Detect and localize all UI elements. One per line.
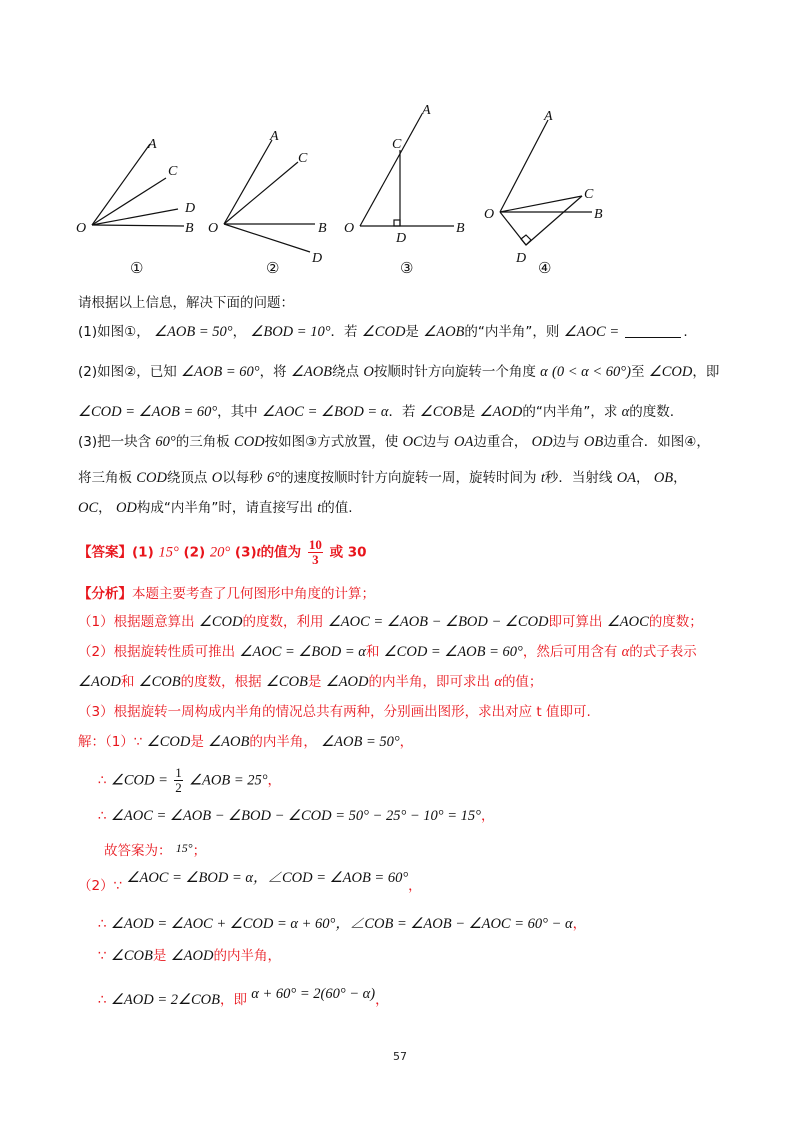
- half-fraction: $\frac{1}{2}$: [175, 765, 182, 795]
- fig3-label-B: B: [456, 221, 465, 236]
- fig2-label-A: A: [270, 129, 279, 144]
- figures-row: [60, 100, 620, 285]
- answer-line: 【答案】(1) 15° (2) 20° (3)t的值为 $\frac{10}{3}$ 或 30: [78, 537, 367, 567]
- question-3-line-3: OC， OD构成“内半角”时，请直接写出 t的值.: [78, 500, 353, 516]
- question-2-line-2: ∠COD = ∠AOB = 60°，其中 ∠AOC = ∠BOD = α．若 ∠COB是 ∠AOD的“内半角”，求 α的度数.: [78, 404, 675, 420]
- fig3-label-C: C: [392, 137, 402, 152]
- fig3-label-D: D: [396, 231, 407, 246]
- question-3-line-1: (3)把一块含 60°的三角板 COD按如图③方式放置，使 OC边与 OA边重合， OD边与 OB边重合．如图④，: [78, 434, 710, 450]
- solution-line-1: 解：（1）∵ ∠COD是 ∠AOB的内半角， ∠AOB = 50°，: [78, 734, 414, 750]
- question-1: (1)如图①， ∠AOB = 50°， ∠BOD = 10°．若 ∠COD是 ∠AOB的“内半角”，则 ∠AOC = .: [78, 324, 688, 340]
- answer-fraction: $\frac{10}{3}$: [308, 537, 322, 567]
- geometry-figures: [60, 100, 620, 285]
- question-2-line-1: (2)如图②，已知 ∠AOB = 60°，将 ∠AOB绕点 O按顺时针方向旋转一个角度 α (0 < α < 60°)至 ∠COD，即: [78, 364, 720, 380]
- figure-1: [92, 144, 184, 226]
- fig1-label-D: D: [185, 201, 196, 216]
- solution-line-8: ∴ ∠AOD = 2∠COB，即 α + 60° = 2(60° − α)，: [98, 986, 389, 1008]
- fig3-label-A: A: [422, 103, 431, 118]
- fig2-label-D: D: [312, 251, 323, 266]
- fig2-caption: ②: [266, 261, 280, 277]
- solution-line-5: （2）∵ ∠AOC = ∠BOD = α，∠COD = ∠AOB = 60°，: [78, 870, 422, 894]
- fig2-label-O: O: [208, 221, 219, 236]
- answer-blank: [625, 323, 681, 338]
- analysis-line-0: 【分析】本题主要考查了几何图形中角度的计算；: [78, 586, 375, 602]
- analysis-line-4: （3）根据旋转一周构成内半角的情况总共有两种，分别画出图形，求出对应 t 值即可.: [78, 704, 591, 720]
- solution-line-3: ∴ ∠AOC = ∠AOB − ∠BOD − ∠COD = 50° − 25° − 10° = 15°，: [98, 808, 495, 824]
- analysis-line-2: （2）根据旋转性质可推出 ∠AOC = ∠BOD = α和 ∠COD = ∠AOB = 60°，然后可用含有 α的式子表示: [78, 644, 697, 660]
- fig3-caption: ③: [400, 261, 414, 277]
- fig4-label-O: O: [484, 207, 495, 222]
- fig3-label-O: O: [344, 221, 355, 236]
- fig4-caption: ④: [538, 261, 552, 277]
- fig1-label-B: B: [185, 221, 194, 236]
- fig4-label-D: D: [516, 251, 527, 266]
- figure-4: [500, 120, 592, 245]
- question-intro: 请根据以上信息，解决下面的问题：: [78, 295, 294, 311]
- analysis-line-3: ∠AOD和 ∠COB的度数，根据 ∠COB是 ∠AOD的内半角，即可求出 α的值；: [78, 674, 543, 690]
- fig1-label-A: A: [148, 137, 157, 152]
- fig2-label-C: C: [298, 151, 308, 166]
- fig1-label-C: C: [168, 164, 178, 179]
- solution-line-7: ∵ ∠COB是 ∠AOD的内半角，: [98, 948, 281, 964]
- question-3-line-2: 将三角板 COD绕顶点 O以每秒 6°的速度按顺时针方向旋转一周，旋转时间为 t秒．当射线 OA， OB，: [78, 470, 687, 486]
- fig4-label-C: C: [584, 187, 594, 202]
- fig4-label-A: A: [544, 109, 553, 124]
- fig2-label-B: B: [318, 221, 327, 236]
- page-number: 57: [393, 1050, 407, 1063]
- fig4-label-B: B: [594, 207, 603, 222]
- solution-line-6: ∴ ∠AOD = ∠AOC + ∠COD = α + 60°，∠COB = ∠AOB − ∠AOC = 60° − α，: [98, 916, 587, 932]
- solution-line-4: 故答案为： 15°；: [104, 841, 207, 859]
- fig1-caption: ①: [130, 261, 144, 277]
- solution-line-2: ∴ ∠COD = $\frac{1}{2}$ ∠AOB = 25°，: [98, 765, 282, 795]
- fig1-label-O: O: [76, 221, 87, 236]
- figure-3: [360, 114, 454, 226]
- analysis-line-1: （1）根据题意算出 ∠COD的度数，利用 ∠AOC = ∠AOB − ∠BOD − ∠COD即可算出 ∠AOC的度数；: [78, 614, 703, 630]
